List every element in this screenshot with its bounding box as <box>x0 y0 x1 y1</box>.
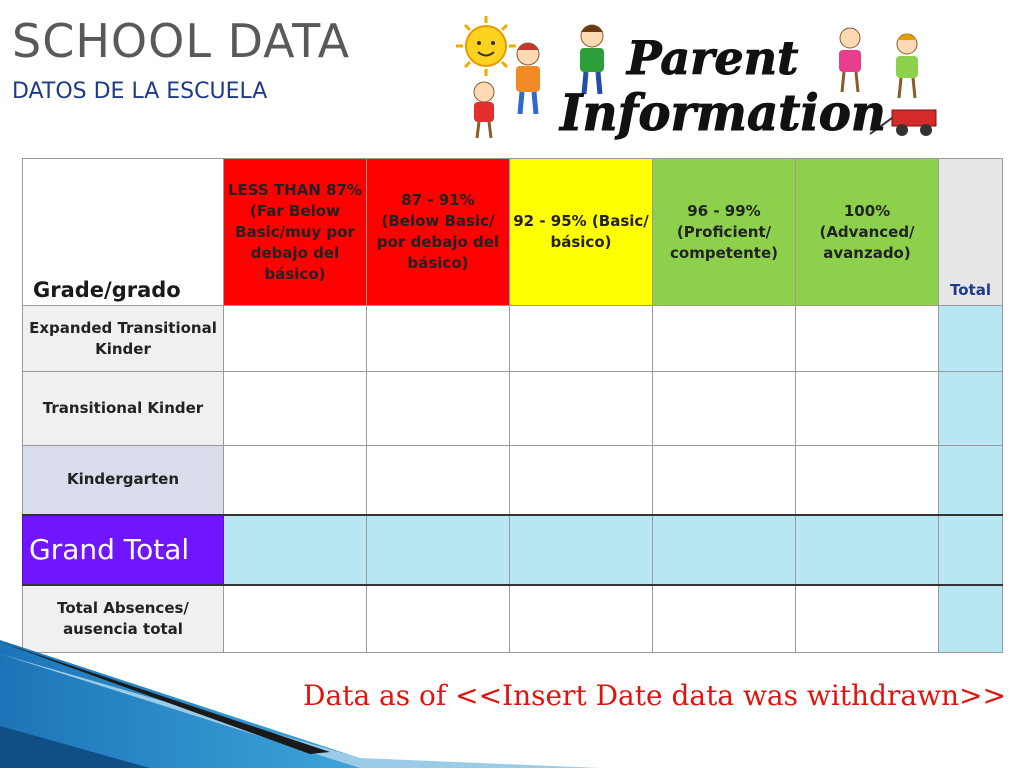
grand-total-cell <box>510 515 653 585</box>
table-cell <box>510 372 653 446</box>
logo-word-parent: Parent <box>627 31 799 85</box>
table-cell <box>653 306 796 372</box>
grand-total-cell <box>939 515 1003 585</box>
header-advanced: 100% (Advanced/ avanzado) <box>796 159 939 306</box>
table-cell <box>510 446 653 515</box>
total-cell <box>939 306 1003 372</box>
child-figure-icon <box>516 43 540 114</box>
header-basic: 92 - 95% (Basic/ básico) <box>510 159 653 306</box>
child-figure-icon <box>474 82 494 138</box>
table-row <box>23 372 1003 446</box>
table-cell <box>653 446 796 515</box>
header-grade: Grade/grado <box>23 159 224 306</box>
total-cell <box>939 372 1003 446</box>
table-cell <box>367 446 510 515</box>
parent-information-logo <box>452 14 944 140</box>
grand-total-cell <box>653 515 796 585</box>
child-figure-icon <box>896 34 918 98</box>
table-cell <box>653 372 796 446</box>
row-label-transitional-kinder: Transitional Kinder <box>23 372 224 446</box>
table-row <box>23 446 1003 515</box>
table-cell <box>224 372 367 446</box>
table-cell <box>224 306 367 372</box>
table-cell <box>367 372 510 446</box>
grand-total-label: Grand Total <box>23 515 224 585</box>
row-label-expanded-transitional-kinder: Expanded Transitional Kinder <box>23 306 224 372</box>
row-label-total-absences: Total Absences/ ausencia total <box>23 585 224 653</box>
table-cell <box>796 585 939 653</box>
header-row <box>23 159 1003 306</box>
data-date-note: Data as of <<Insert Date data was withdrawn>> <box>303 679 1006 712</box>
page-subtitle: DATOS DE LA ESCUELA <box>12 79 268 104</box>
grand-total-cell <box>796 515 939 585</box>
logo-word-information: Information <box>558 83 886 140</box>
table-row <box>23 306 1003 372</box>
table-cell <box>224 446 367 515</box>
grand-total-cell <box>224 515 367 585</box>
grand-total-cell <box>367 515 510 585</box>
table-cell <box>367 306 510 372</box>
table-cell <box>510 306 653 372</box>
page-title: SCHOOL DATA <box>12 14 351 68</box>
header-below-basic: 87 - 91% (Below Basic/ por debajo del básico) <box>367 159 510 306</box>
row-label-kindergarten: Kindergarten <box>23 446 224 515</box>
table-cell <box>796 306 939 372</box>
table-cell <box>796 372 939 446</box>
header-total: Total <box>939 159 1003 306</box>
table-cell <box>796 446 939 515</box>
total-cell <box>939 446 1003 515</box>
sun-icon <box>456 16 516 76</box>
header-proficient: 96 - 99% (Proficient/ competente) <box>653 159 796 306</box>
total-cell <box>939 585 1003 653</box>
header-far-below-basic: LESS THAN 87% (Far Below Basic/muy por debajo del básico) <box>224 159 367 306</box>
grand-total-row <box>23 515 1003 585</box>
attendance-table <box>22 158 1003 653</box>
